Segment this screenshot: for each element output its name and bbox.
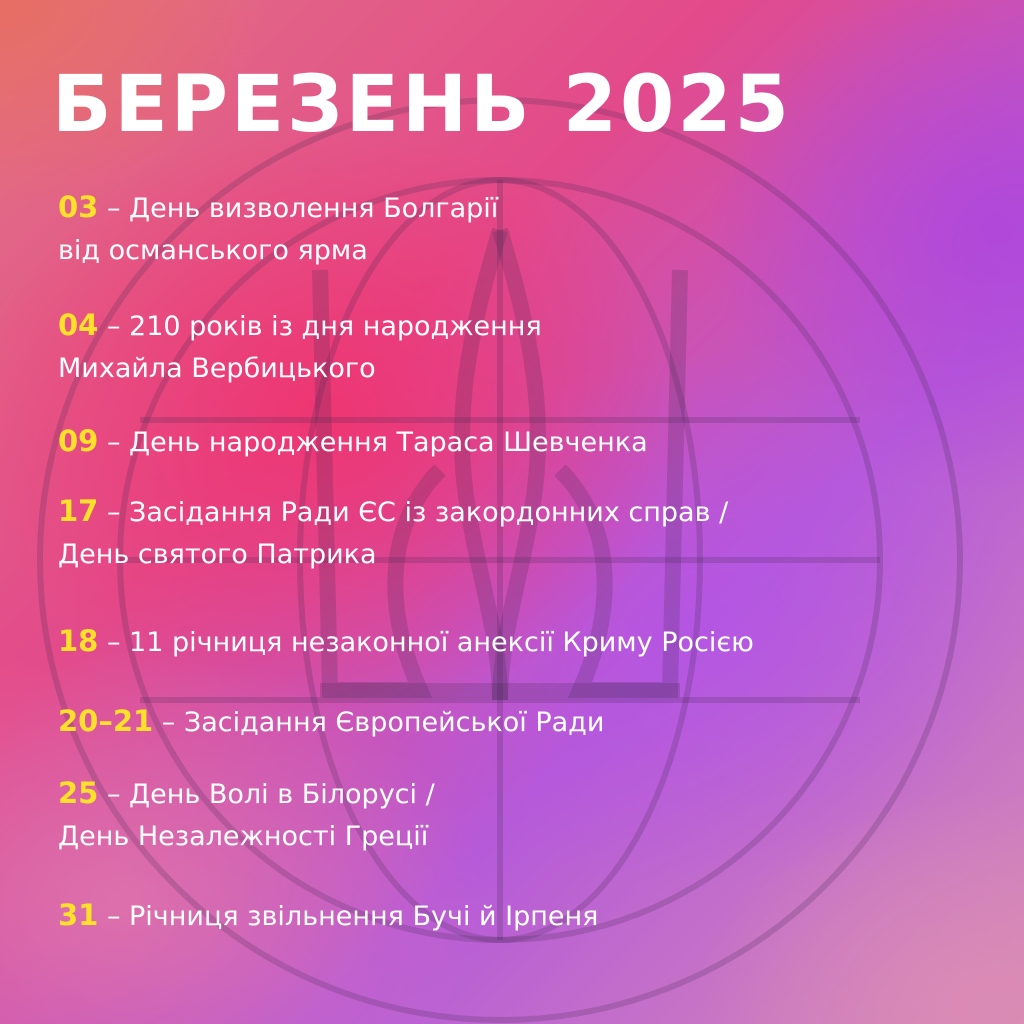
event-line — [58, 420, 998, 464]
event-description: – День народження Тараса Шевченка — [98, 427, 648, 458]
event-description: – Річниця звільнення Бучі й Ірпеня — [98, 901, 599, 932]
event-description: – 210 років із дня народження — [98, 311, 542, 342]
event-date: 09 — [58, 424, 99, 458]
event-description: – День Волі в Білорусі / — [98, 779, 435, 810]
event-item — [58, 304, 998, 390]
event-line — [58, 490, 998, 534]
event-description: – День визволення Болгарії — [98, 193, 499, 224]
event-description-continued: День святого Патрика — [58, 539, 377, 570]
event-description-continued: від османського ярма — [58, 235, 368, 266]
event-line — [58, 304, 998, 348]
event-item — [58, 700, 998, 744]
event-date: 18 — [58, 624, 99, 658]
event-item — [58, 620, 998, 664]
event-description-continued: День Незалежності Греції — [58, 821, 429, 852]
event-description: – Засідання Європейської Ради — [153, 707, 605, 738]
event-line — [58, 186, 998, 230]
event-description: – Засідання Ради ЄС із закордонних справ / — [98, 497, 729, 528]
event-date: 20–21 — [58, 704, 154, 738]
event-line — [58, 700, 998, 744]
event-date: 25 — [58, 776, 99, 810]
event-line — [58, 894, 998, 938]
page-title: БЕРЕЗЕНЬ 2025 — [52, 60, 792, 150]
event-date: 31 — [58, 898, 99, 932]
event-item — [58, 186, 998, 272]
event-item — [58, 490, 998, 576]
event-date: 17 — [58, 494, 99, 528]
event-line — [58, 620, 998, 664]
event-description-continued: Михайла Вербицького — [58, 353, 376, 384]
event-item — [58, 420, 998, 464]
event-date: 04 — [58, 308, 99, 342]
event-description: – 11 річниця незаконної анексії Криму Росією — [98, 627, 754, 658]
event-item — [58, 894, 998, 938]
event-date: 03 — [58, 190, 99, 224]
event-line — [58, 772, 998, 816]
event-item — [58, 772, 998, 858]
